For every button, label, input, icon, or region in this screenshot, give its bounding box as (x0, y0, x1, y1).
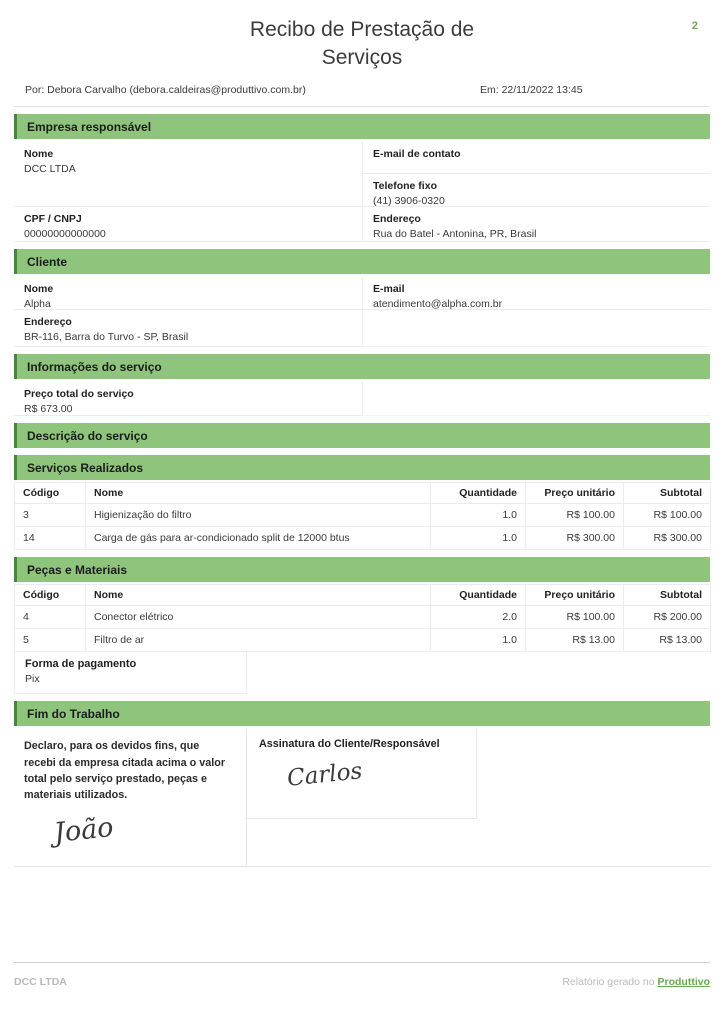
client-signature-label: Assinatura do Cliente/Responsável (259, 738, 440, 751)
section-header-materials (14, 557, 710, 582)
client-info-grid (14, 277, 710, 347)
field-label: E-mail de contato (373, 148, 461, 161)
produttivo-link[interactable]: Produttivo (657, 976, 710, 988)
company-info-grid (14, 142, 710, 242)
cell-code: 5 (15, 629, 86, 652)
field-value: BR-116, Barra do Turvo - SP, Brasil (24, 331, 189, 344)
client-name-cell (14, 277, 362, 310)
col-header-unit-price: Preço unitário (526, 585, 624, 606)
client-signature: Carlos (285, 758, 364, 793)
cell-unit-price: R$ 300.00 (526, 527, 624, 550)
col-header-subtotal: Subtotal (624, 585, 711, 606)
page-number: 2 (691, 20, 698, 32)
section-header-company (14, 114, 710, 139)
table-header-row (15, 585, 711, 606)
company-phone-cell (362, 174, 710, 207)
report-datetime: Em: 22/11/2022 13:45 (480, 84, 583, 97)
field-value: R$ 673.00 (24, 403, 73, 416)
cell-subtotal: R$ 100.00 (624, 504, 711, 527)
company-email-cell (362, 142, 710, 174)
cell-code: 4 (15, 606, 86, 629)
field-label: Endereço (373, 213, 421, 226)
field-value: Alpha (24, 298, 51, 311)
section-title: Cliente (27, 254, 68, 269)
cell-name: Conector elétrico (86, 606, 431, 629)
report-meta (14, 84, 710, 107)
cell-code: 14 (15, 527, 86, 550)
cell-unit-price: R$ 100.00 (526, 606, 624, 629)
section-header-service-description (14, 423, 710, 448)
company-address-cell (362, 207, 710, 242)
table-header-row (15, 483, 711, 504)
company-cnpj-cell (14, 207, 362, 242)
col-header-code: Código (15, 585, 86, 606)
footer-generated-text: Relatório gerado no (562, 976, 658, 988)
declaration-cell (14, 729, 247, 866)
field-value: DCC LTDA (24, 163, 76, 176)
col-header-name: Nome (86, 585, 431, 606)
field-label: Telefone fixo (373, 180, 437, 193)
service-info-empty-cell (362, 382, 710, 416)
page-title: Recibo de Prestação de Serviços (249, 18, 475, 69)
table-row (15, 527, 711, 550)
work-end-content (14, 729, 710, 867)
field-label: CPF / CNPJ (24, 213, 82, 226)
report-author: Por: Debora Carvalho (debora.caldeiras@produttivo.com.br) (25, 84, 306, 97)
cell-subtotal: R$ 200.00 (624, 606, 711, 629)
cell-quantity: 1.0 (431, 504, 526, 527)
service-total-cell (14, 382, 362, 416)
page-footer (14, 962, 710, 988)
cell-name: Filtro de ar (86, 629, 431, 652)
col-header-name: Nome (86, 483, 431, 504)
cell-name: Carga de gás para ar-condicionado split de 12000 btus (86, 527, 431, 550)
section-header-client (14, 249, 710, 274)
col-header-subtotal: Subtotal (624, 483, 711, 504)
table-row (15, 629, 711, 652)
cell-code: 3 (15, 504, 86, 527)
section-title: Empresa responsável (27, 119, 152, 134)
col-header-quantity: Quantidade (431, 585, 526, 606)
section-title: Peças e Materiais (27, 562, 128, 577)
section-title: Fim do Trabalho (27, 706, 120, 721)
client-email-cell (362, 277, 710, 310)
field-label: E-mail (373, 283, 405, 296)
cell-name: Higienização do filtro (86, 504, 431, 527)
company-name-cell (14, 142, 362, 207)
section-header-services (14, 455, 710, 480)
declaration-text: Declaro, para os devidos fins, que recebi da empresa citada acima o valor total pelo serviço prestado, peças e materiais utilizados. (24, 740, 226, 801)
section-title: Informações do serviço (27, 359, 162, 374)
field-value: atendimento@alpha.com.br (373, 298, 503, 311)
materials-table (14, 584, 711, 652)
section-title: Serviços Realizados (27, 460, 144, 475)
field-value: Pix (25, 673, 40, 686)
section-title: Descrição do serviço (27, 428, 148, 443)
cell-quantity: 1.0 (431, 527, 526, 550)
section-header-service-info (14, 354, 710, 379)
field-label: Preço total do serviço (24, 388, 134, 401)
cell-quantity: 2.0 (431, 606, 526, 629)
field-label: Forma de pagamento (25, 658, 137, 671)
table-row (15, 504, 711, 527)
field-value: 00000000000000 (24, 228, 106, 241)
field-label: Endereço (24, 316, 72, 329)
col-header-quantity: Quantidade (431, 483, 526, 504)
table-row (15, 606, 711, 629)
client-empty-cell (362, 310, 710, 347)
cell-subtotal: R$ 13.00 (624, 629, 711, 652)
provider-signature: João (52, 812, 115, 850)
footer-generated (562, 976, 710, 988)
footer-company: DCC LTDA (14, 976, 67, 988)
cell-quantity: 1.0 (431, 629, 526, 652)
field-label: Nome (24, 283, 54, 296)
section-header-work-end (14, 701, 710, 726)
client-signature-cell (247, 729, 477, 819)
payment-method-cell (14, 652, 247, 694)
cell-unit-price: R$ 100.00 (526, 504, 624, 527)
field-value: (41) 3906-0320 (373, 195, 445, 208)
service-info-grid (14, 382, 710, 416)
cell-subtotal: R$ 300.00 (624, 527, 711, 550)
cell-unit-price: R$ 13.00 (526, 629, 624, 652)
field-label: Nome (24, 148, 54, 161)
services-table (14, 482, 711, 550)
client-address-cell (14, 310, 362, 347)
col-header-code: Código (15, 483, 86, 504)
field-value: Rua do Batel - Antonina, PR, Brasil (373, 228, 537, 241)
col-header-unit-price: Preço unitário (526, 483, 624, 504)
